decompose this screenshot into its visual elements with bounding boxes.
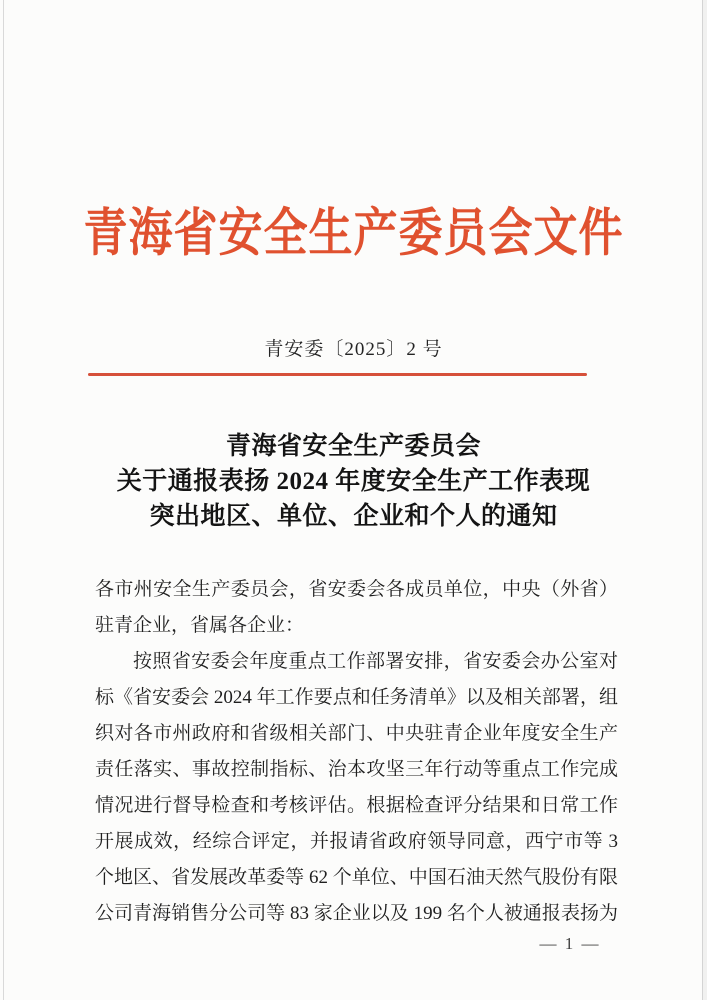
body-line: 个地区、省发展改革委等 62 个单位、中国石油天然气股份有限 bbox=[95, 867, 618, 888]
body-line: 按照省安委会年度重点工作部署安排，省安委会办公室对 bbox=[133, 651, 618, 672]
letterhead-title: 青海省安全生产委员会文件 bbox=[83, 204, 624, 263]
body-line: 公司青海销售分公司等 83 家企业以及 199 名个人被通报表扬为 bbox=[95, 903, 618, 924]
body-line: 标《省安委会 2024 年工作要点和任务清单》以及相关部署，组 bbox=[95, 687, 618, 708]
document-number: 青安委〔2025〕2 号 bbox=[264, 339, 443, 360]
body-line: 各市州安全生产委员会，省安委会各成员单位，中央（外省） bbox=[95, 579, 618, 600]
body-line: 责任落实、事故控制指标、治本攻坚三年行动等重点工作完成 bbox=[95, 759, 618, 780]
document-title-line: 关于通报表扬 2024 年度安全生产工作表现 bbox=[116, 468, 591, 495]
body-line: 开展成效，经综合评定，并报请省政府领导同意，西宁市等 3 bbox=[95, 831, 618, 852]
red-separator-rule bbox=[88, 373, 587, 376]
document-title-line: 青海省安全生产委员会 bbox=[225, 433, 481, 460]
body-line: 织对各市州政府和省级相关部门、中央驻青企业年度安全生产 bbox=[95, 723, 618, 744]
body-line: 驻青企业，省属各企业： bbox=[95, 615, 305, 636]
body-line: 情况进行督导检查和考核评估。根据检查评分结果和日常工作 bbox=[95, 795, 618, 816]
document-title-line: 突出地区、单位、企业和个人的通知 bbox=[149, 503, 558, 530]
page-number: — 1 — bbox=[539, 934, 601, 953]
document-title bbox=[0, 429, 707, 534]
body-text bbox=[95, 572, 618, 932]
